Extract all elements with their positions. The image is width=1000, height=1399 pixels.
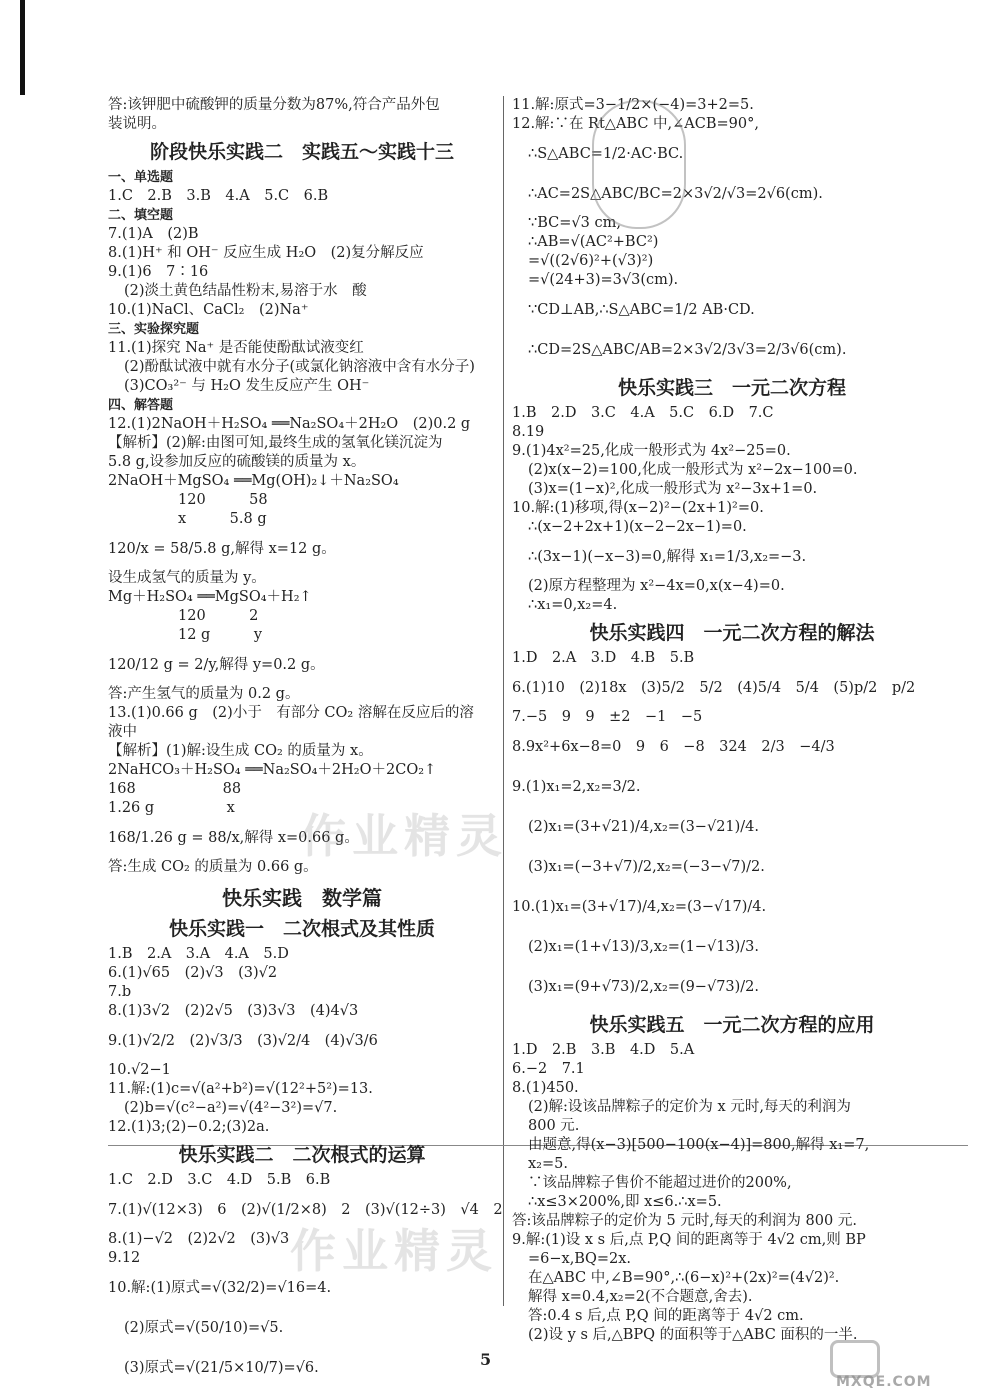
equation-line: 1.26 g x	[108, 800, 235, 816]
answer-line: 12.解:∵在 Rt△ABC 中,∠ACB=90°,	[512, 116, 759, 132]
answer-line: 9.(1)x₁=2,x₂=3/2.	[512, 779, 641, 795]
answer-line: (2)淡土黄色结晶性粉末,易溶于水 酸	[124, 283, 367, 299]
answer-line: (2)解:设该品牌粽子的定价为 x 元时,每天的利润为	[528, 1099, 851, 1115]
fraction-line: 120/12 g = 2/y,解得 y=0.2 g。	[108, 657, 325, 673]
answer-line: ∴x≤3×200%,即 x≤6.∴x=5.	[528, 1194, 722, 1210]
answer-line: 1.B 2.A 3.A 4.A 5.D	[108, 946, 289, 962]
site-logo	[830, 1340, 970, 1390]
answer-line: (2)酚酞试液中就有水分子(或氯化钠溶液中含有水分子)	[124, 359, 475, 375]
answer-line: ∴(x−2+2x+1)(x−2−2x−1)=0.	[528, 519, 747, 535]
answer-line: =√((2√6)²+(√3)²)	[528, 253, 654, 269]
answer-line: ∴x₁=0,x₂=4.	[528, 597, 618, 613]
answer-line: (2)x(x−2)=100,化成一般形式为 x²−2x−100=0.	[528, 462, 858, 478]
answer-line: ∴AC=2S△ABC/BC=2×3√2/√3=2√6(cm).	[528, 186, 823, 202]
answer-line: 答:该品牌粽子的定价为 5 元时,每天的利润为 800 元.	[512, 1213, 857, 1229]
answer-line: 8.(1)−√2 (2)2√2 (3)√3	[108, 1231, 290, 1247]
equation-line: x 5.8 g	[178, 511, 267, 527]
answer-line: ∵CD⊥AB,∴S△ABC=1/2 AB·CD.	[528, 302, 755, 318]
answer-line: 装说明。	[108, 116, 166, 132]
fraction-line: 120/x = 58/5.8 g,解得 x=12 g。	[108, 541, 336, 557]
answer-line: (3)x=(1−x)²,化成一般形式为 x²−3x+1=0.	[528, 481, 818, 497]
answer-line: 解得 x=0.4,x₂=2(不合题意,舍去).	[528, 1289, 753, 1305]
answer-line: 1.D 2.B 3.B 4.D 5.A	[512, 1042, 695, 1058]
answer-line: 7.(1)√(12×3) 6 (2)√(1/2×8) 2 (3)√(12÷3) √4 2	[108, 1202, 503, 1218]
answer-line: 7.−5 9 9 ±2 −1 −5	[512, 709, 703, 725]
right-column	[512, 96, 952, 1345]
answer-line: 8.(1)3√2 (2)2√5 (3)3√3 (4)4√3	[108, 1003, 359, 1019]
answer-line: 【解析】(2)解:由图可知,最终生成的氢氧化镁沉淀为	[108, 435, 443, 451]
column-divider	[503, 96, 504, 1306]
answer-line: 6.−2 7.1	[512, 1061, 585, 1077]
logo-text: MXQE.COM	[836, 1374, 932, 1390]
answer-line: (2)原方程整理为 x²−4x=0,x(x−4)=0.	[528, 578, 785, 594]
answer-line: 由题意,得(x−3)[500−100(x−4)]=800,解得 x₁=7,	[528, 1137, 870, 1153]
answer-line: (3)原式=√(21/5×10/7)=√6.	[124, 1360, 319, 1376]
answer-line: 1.B 2.D 3.C 4.A 5.C 6.D 7.C	[512, 405, 774, 421]
answer-line: 10.解:(1)移项,得(x−2)²−(2x+1)²=0.	[512, 500, 764, 516]
answer-line: 11.解:(1)c=√(a²+b²)=√(12²+5²)=13.	[108, 1081, 373, 1097]
answer-line: x₂=5.	[528, 1156, 568, 1172]
answer-line: 10.(1)x₁=(3+√17)/4,x₂=(3−√17)/4.	[512, 899, 767, 915]
answer-line: =√(24+3)=3√3(cm).	[528, 272, 679, 288]
equation-line: 2NaOH＋MgSO₄ ══Mg(OH)₂↓＋Na₂SO₄	[108, 473, 399, 489]
heading-math: 快乐实践 数学篇	[222, 886, 382, 910]
answer-line: (3)x₁=(−3+√7)/2,x₂=(−3−√7)/2.	[528, 859, 765, 875]
equation-line: 12 g y	[178, 627, 263, 643]
answer-line: ∴CD=2S△ABC/AB=2×3√2/3√3=2/3√6(cm).	[528, 342, 847, 358]
page-number: 5	[480, 1350, 492, 1369]
answer-line: 1.C 2.B 3.B 4.A 5.C 6.B	[108, 188, 329, 204]
answer-line: 12.(1)2NaOH＋H₂SO₄ ══Na₂SO₄＋2H₂O (2)0.2 g	[108, 416, 471, 432]
answer-line: 10.解:(1)原式=√(32/2)=√16=4.	[108, 1280, 332, 1296]
answer-line: 答:0.4 s 后,点 P,Q 间的距离等于 4√2 cm.	[528, 1308, 804, 1324]
answer-line: 答:生成 CO₂ 的质量为 0.66 g。	[108, 859, 318, 875]
answer-line: 7.(1)A (2)B	[108, 226, 199, 242]
equation-line: 168 88	[108, 781, 242, 797]
logo-icon	[830, 1340, 880, 1378]
answer-line: ∴S△ABC=1/2·AC·BC.	[528, 146, 684, 162]
answer-line: ∴AB=√(AC²+BC²)	[528, 234, 659, 250]
answer-line: 12.(1)3;(2)−0.2;(3)2a.	[108, 1119, 270, 1135]
watermark: 作业精灵	[300, 809, 508, 863]
answer-line: 8.(1)450.	[512, 1080, 579, 1096]
answer-line: 在△ABC 中,∠B=90°,∴(6−x)²+(2x)²=(4√2)².	[528, 1270, 840, 1286]
answer-line: 答:产生氢气的质量为 0.2 g。	[108, 686, 300, 702]
answer-line: 设生成氢气的质量为 y。	[108, 570, 266, 586]
answer-line: 5.8 g,设参加反应的硫酸镁的质量为 x。	[108, 454, 366, 470]
section-label: 四、解答题	[108, 398, 174, 413]
fraction-line: 168/1.26 g = 88/x,解得 x=0.66 g。	[108, 830, 359, 846]
answer-line: 10.√2−1	[108, 1062, 171, 1078]
margin-bar	[20, 0, 25, 95]
answer-line: ∵BC=√3 cm,	[528, 215, 621, 231]
left-column	[108, 96, 503, 1388]
answer-line: 8.(1)H⁺ 和 OH⁻ 反应生成 H₂O (2)复分解反应	[108, 245, 424, 261]
answer-line: 9.解:(1)设 x s 后,点 P,Q 间的距离等于 4√2 cm,则 BP	[512, 1232, 866, 1248]
stamp-mark	[592, 100, 686, 229]
answer-line: ∴(3x−1)(−x−3)=0,解得 x₁=1/3,x₂=−3.	[528, 549, 807, 565]
answer-line: 6.(1)√65 (2)√3 (3)√2	[108, 965, 278, 981]
heading-practice5: 快乐实践五 一元二次方程的应用	[589, 1014, 875, 1036]
answer-line: 9.(1)√2/2 (2)√3/3 (3)√2/4 (4)√3/6	[108, 1033, 378, 1049]
answer-line: (2)设 y s 后,△BPQ 的面积等于△ABC 面积的一半.	[528, 1327, 858, 1343]
heading-practice4: 快乐实践四 一元二次方程的解法	[589, 622, 875, 644]
answer-line: 1.C 2.D 3.C 4.D 5.B 6.B	[108, 1172, 331, 1188]
answer-line: 8.9x²+6x−8=0 9 6 −8 324 2/3 −4/3	[512, 739, 835, 755]
answer-line: 13.(1)0.66 g (2)小于 有部分 CO₂ 溶解在反应后的溶	[108, 705, 474, 721]
answer-line: 答:该钾肥中硫酸钾的质量分数为87%,符合产品外包	[108, 97, 440, 113]
answer-line: 9.(1)4x²=25,化成一般形式为 4x²−25=0.	[512, 443, 791, 459]
heading-stage2: 阶段快乐实践二 实践五～实践十三	[149, 141, 454, 163]
answer-line: 7.b	[108, 984, 132, 1000]
equation-line: 120 2	[178, 608, 259, 624]
answer-line: 9.12	[108, 1250, 141, 1266]
answer-line: 【解析】(1)解:设生成 CO₂ 的质量为 x。	[108, 743, 373, 759]
answer-line: ∵该品牌粽子售价不能超过进价的200%,	[528, 1175, 792, 1191]
equation-line: 120 58	[178, 492, 268, 508]
heading-practice1: 快乐实践一 二次根式及其性质	[168, 918, 435, 940]
heading-practice3: 快乐实践三 一元二次方程	[617, 377, 846, 399]
answer-line: 800 元.	[528, 1118, 580, 1134]
section-label: 一、单选题	[108, 170, 174, 185]
answer-line: 6.(1)10 (2)18x (3)5/2 5/2 (4)5/4 5/4 (5)p/2 p/2	[512, 680, 916, 696]
answer-line: (2)x₁=(1+√13)/3,x₂=(1−√13)/3.	[528, 939, 760, 955]
answer-line: (2)b=√(c²−a²)=√(4²−3²)=√7.	[124, 1100, 338, 1116]
heading-practice2: 快乐实践二 二次根式的运算	[178, 1144, 426, 1166]
answer-line: (2)x₁=(3+√21)/4,x₂=(3−√21)/4.	[528, 819, 760, 835]
answer-line: =6−x,BQ=2x.	[528, 1251, 632, 1267]
answer-line: 10.(1)NaCl、CaCl₂ (2)Na⁺	[108, 302, 309, 318]
answer-line: (2)原式=√(50/10)=√5.	[124, 1320, 284, 1336]
equation-line: 2NaHCO₃＋H₂SO₄ ══Na₂SO₄＋2H₂O＋2CO₂↑	[108, 762, 437, 778]
equation-line: Mg＋H₂SO₄ ══MgSO₄＋H₂↑	[108, 589, 312, 605]
section-label: 二、填空题	[108, 208, 174, 223]
section-label: 三、实验探究题	[108, 322, 200, 337]
answer-line: 8.19	[512, 424, 545, 440]
answer-line: 11.解:原式=3−1/2×(−4)=3+2=5.	[512, 97, 754, 113]
answer-line: (3)CO₃²⁻ 与 H₂O 发生反应产生 OH⁻	[124, 378, 370, 394]
answer-line: 1.D 2.A 3.D 4.B 5.B	[512, 650, 695, 666]
answer-line: (3)x₁=(9+√73)/2,x₂=(9−√73)/2.	[528, 979, 760, 995]
answer-line: 11.(1)探究 Na⁺ 是否能使酚酞试液变红	[108, 340, 364, 356]
answer-line: 液中	[108, 724, 137, 740]
answer-line: 9.(1)6 7∶16	[108, 264, 209, 280]
watermark: 作业精灵	[290, 1224, 498, 1278]
